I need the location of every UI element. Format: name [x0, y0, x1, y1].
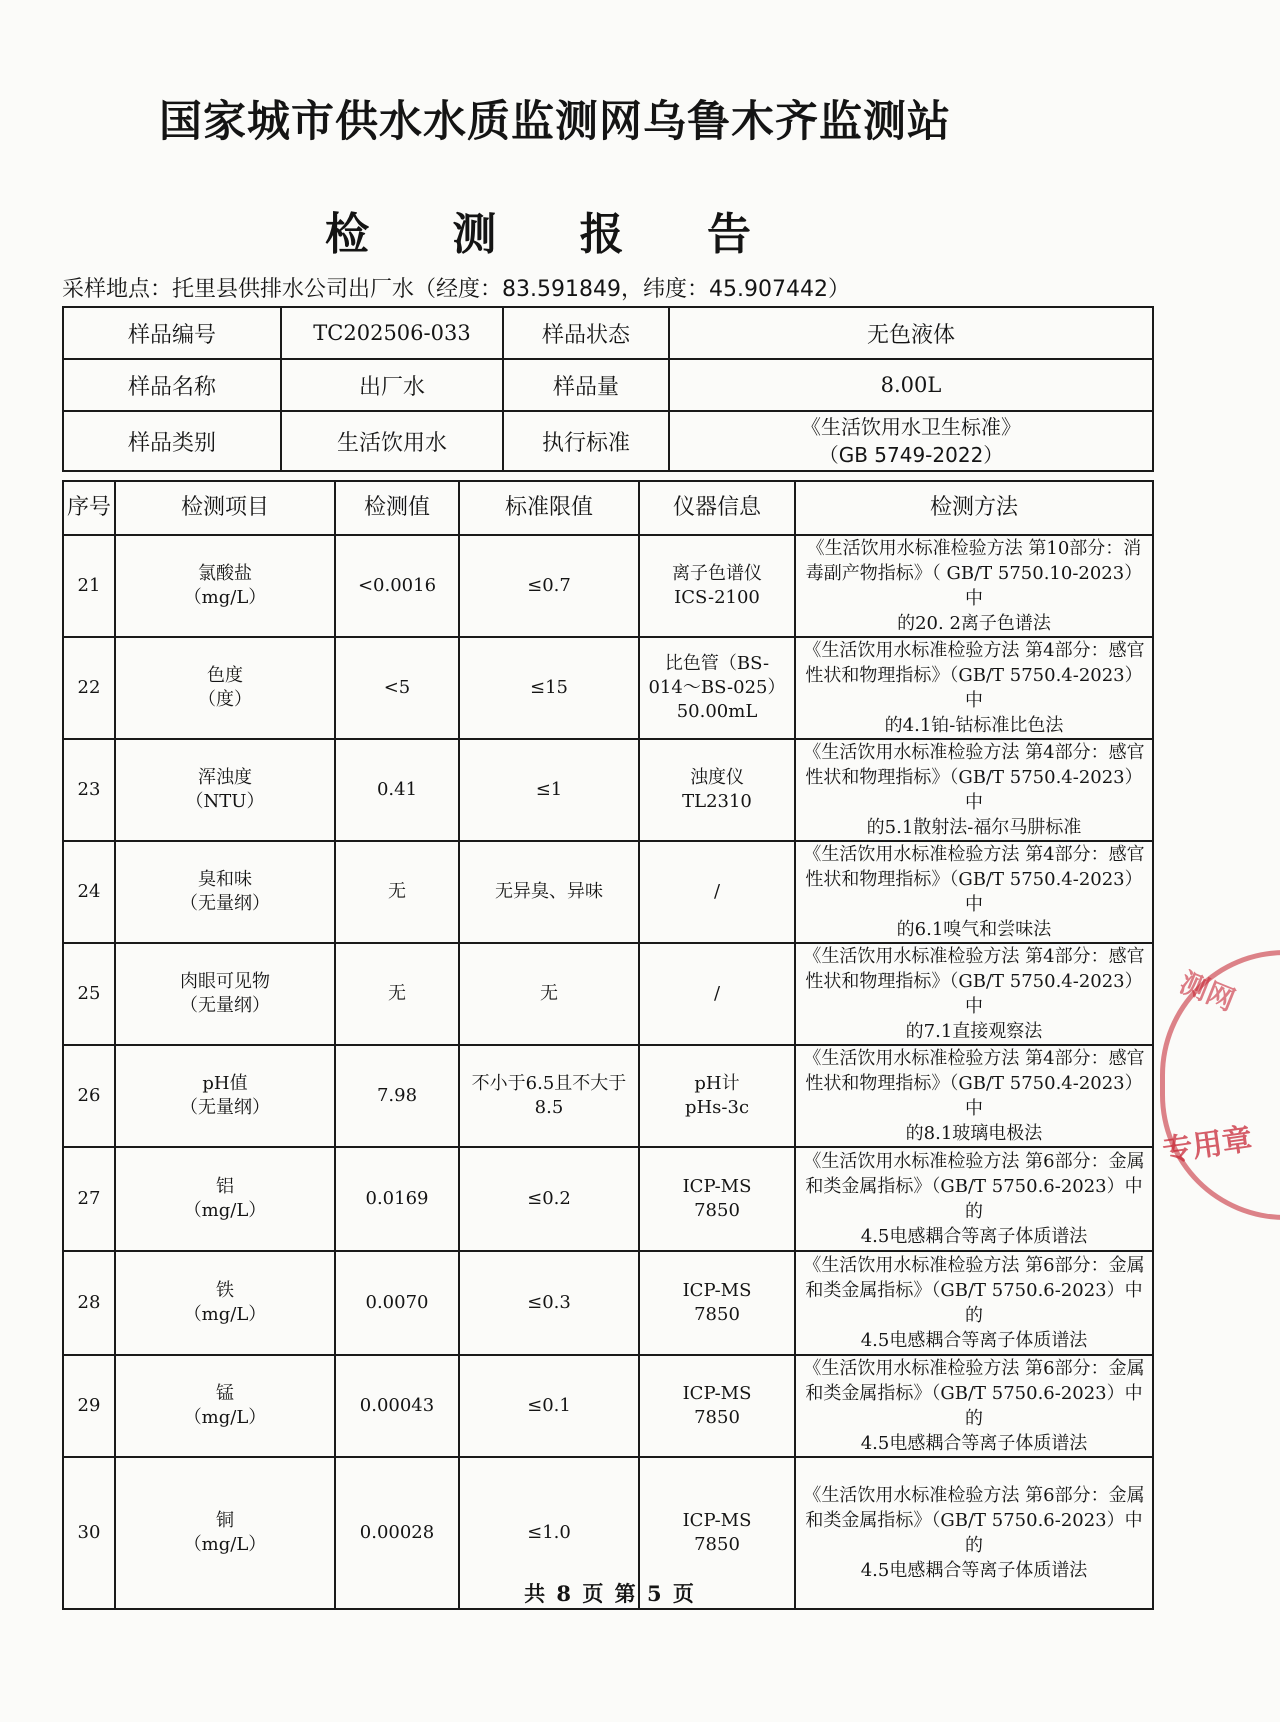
- test-item-line: （NTU）: [185, 791, 265, 812]
- test-value-line: 7.98: [376, 1085, 418, 1106]
- sampling-location: 采样地点：托里县供排水公司出厂水（经度：83.591849，纬度：45.907442）: [62, 277, 850, 302]
- test-method: [795, 1251, 1153, 1355]
- test-method-line: 性状和物理指标》（GB/T 5750.4-2023）中: [805, 665, 1143, 711]
- instrument-info: [639, 637, 795, 739]
- sample-no-value: TC202506-033: [281, 307, 503, 359]
- row-number-line: 23: [77, 779, 101, 800]
- test-item-line: 铜: [216, 1510, 234, 1531]
- row-number: [63, 1251, 115, 1355]
- table-row: [63, 535, 1153, 637]
- standard-limit-line: 无异臭、异味: [495, 881, 603, 902]
- row-number-line: 29: [77, 1395, 101, 1416]
- page-footer: 共 8 页 第 5 页: [524, 1581, 696, 1606]
- row-number: [63, 535, 115, 637]
- instrument-info-line: 7850: [694, 1200, 740, 1221]
- sample-info-row: [63, 307, 1153, 359]
- instrument-info-line: 7850: [694, 1534, 740, 1555]
- row-number: [63, 637, 115, 739]
- results-header-row: [63, 481, 1153, 535]
- row-number-line: 24: [77, 881, 101, 902]
- standard-limit: [459, 943, 639, 1045]
- instrument-info-line: 离子色谱仪: [672, 563, 762, 584]
- instrument-info-line: 014～BS-025）: [648, 677, 786, 698]
- test-item: [115, 535, 335, 637]
- test-item-line: （mg/L）: [183, 1407, 267, 1428]
- standard-limit: [459, 637, 639, 739]
- test-item-line: （无量纲）: [180, 893, 270, 914]
- instrument-info-line: ICP-MS: [682, 1280, 752, 1301]
- test-method-line: 《生活饮用水标准检验方法 第6部分：金属: [803, 1485, 1145, 1506]
- test-value: [335, 739, 459, 841]
- test-item: [115, 841, 335, 943]
- instrument-info-line: 浊度仪: [690, 767, 744, 788]
- sample-info-table: [62, 306, 1154, 472]
- test-method-line: 性状和物理指标》（GB/T 5750.4-2023）中: [805, 971, 1143, 1017]
- test-item-line: （mg/L）: [183, 1304, 267, 1325]
- instrument-info: [639, 1355, 795, 1457]
- test-method-line: 《生活饮用水标准检验方法 第6部分：金属: [803, 1151, 1145, 1172]
- test-value: [335, 943, 459, 1045]
- test-method-line: 和类金属指标》（GB/T 5750.6-2023）中的: [805, 1176, 1143, 1222]
- instrument-info-line: pH计: [694, 1073, 740, 1094]
- test-value-line: 0.41: [376, 779, 418, 800]
- test-method-line: 的4.1铂-钴标准比色法: [884, 715, 1064, 736]
- instrument-info-line: 50.00mL: [676, 701, 758, 722]
- test-method-line: 的20. 2离子色谱法: [897, 613, 1051, 634]
- col-header-limit: 标准限值: [459, 481, 639, 535]
- row-number-line: 27: [77, 1188, 101, 1209]
- row-number: [63, 841, 115, 943]
- standard-limit: [459, 841, 639, 943]
- test-item: [115, 1355, 335, 1457]
- sample-no-label: 样品编号: [63, 307, 281, 359]
- standard-limit: [459, 1355, 639, 1457]
- test-value: [335, 535, 459, 637]
- test-item: [115, 1251, 335, 1355]
- row-number: [63, 1147, 115, 1251]
- standard-limit-line: ≤0.1: [527, 1395, 571, 1416]
- instrument-info-line: 比色管（BS-: [664, 653, 770, 674]
- seal-text-bottom: 专用章: [1160, 1121, 1255, 1170]
- test-value-line: 0.00028: [359, 1522, 435, 1543]
- standard-limit-line: 不小于6.5且不大于 8.5: [471, 1073, 627, 1118]
- sample-qty-value: 8.00L: [669, 359, 1153, 411]
- standard-limit: [459, 1147, 639, 1251]
- row-number-line: 22: [77, 677, 101, 698]
- instrument-info-line: ICP-MS: [682, 1510, 752, 1531]
- instrument-info-line: 7850: [694, 1407, 740, 1428]
- standard-limit-line: ≤1.0: [527, 1522, 571, 1543]
- table-row: [63, 1251, 1153, 1355]
- test-method: [795, 739, 1153, 841]
- instrument-info-line: ICP-MS: [682, 1383, 752, 1404]
- standard-limit-line: ≤15: [530, 677, 568, 698]
- test-value-line: 无: [388, 881, 406, 902]
- test-method: [795, 637, 1153, 739]
- sample-info-row: [63, 359, 1153, 411]
- instrument-info: [639, 1251, 795, 1355]
- sample-name-value: 出厂水: [281, 359, 503, 411]
- test-item-line: 氯酸盐: [198, 563, 252, 584]
- instrument-info-line: 7850: [694, 1304, 740, 1325]
- row-number: [63, 1045, 115, 1147]
- standard-label: 执行标准: [503, 411, 669, 471]
- test-item-line: （无量纲）: [180, 995, 270, 1016]
- test-value: [335, 1045, 459, 1147]
- instrument-info-line: ICS-2100: [674, 587, 760, 608]
- test-method-line: 《生活饮用水标准检验方法 第10部分：消: [806, 538, 1142, 559]
- col-header-method: 检测方法: [795, 481, 1153, 535]
- test-item: [115, 943, 335, 1045]
- test-method-line: 《生活饮用水标准检验方法 第4部分：感官: [803, 946, 1145, 967]
- test-item-line: 铝: [216, 1176, 234, 1197]
- standard-limit: [459, 739, 639, 841]
- instrument-info: [639, 535, 795, 637]
- instrument-info: [639, 841, 795, 943]
- test-method-line: 《生活饮用水标准检验方法 第6部分：金属: [803, 1255, 1145, 1276]
- test-item-line: （度）: [198, 689, 252, 710]
- instrument-info: [639, 739, 795, 841]
- standard-line: （GB 5749-2022）: [818, 443, 1004, 467]
- standard-limit-line: ≤1: [535, 779, 563, 800]
- row-number: [63, 1355, 115, 1457]
- standard-limit-line: ≤0.7: [527, 575, 571, 596]
- test-item-line: （无量纲）: [180, 1097, 270, 1118]
- test-method: [795, 1355, 1153, 1457]
- test-method-line: 的6.1嗅气和尝味法: [896, 919, 1052, 940]
- test-method-line: 性状和物理指标》（GB/T 5750.4-2023）中: [805, 1073, 1143, 1119]
- table-row: [63, 943, 1153, 1045]
- test-item-line: 色度: [207, 665, 243, 686]
- test-method: [795, 1045, 1153, 1147]
- test-item-line: 臭和味: [198, 869, 252, 890]
- sample-state-value: 无色液体: [669, 307, 1153, 359]
- test-value-line: 0.0070: [365, 1292, 429, 1313]
- test-method: [795, 841, 1153, 943]
- standard-limit-line: 无: [540, 983, 558, 1004]
- row-number-line: 30: [77, 1522, 101, 1543]
- test-method-line: 《生活饮用水标准检验方法 第4部分：感官: [803, 1048, 1145, 1069]
- test-method: [795, 535, 1153, 637]
- table-row: [63, 1147, 1153, 1251]
- test-method-line: 和类金属指标》（GB/T 5750.6-2023）中的: [805, 1280, 1143, 1326]
- test-method-line: 《生活饮用水标准检验方法 第4部分：感官: [803, 742, 1145, 763]
- col-header-no: 序号: [63, 481, 115, 535]
- row-number-line: 28: [77, 1292, 101, 1313]
- test-method-line: 《生活饮用水标准检验方法 第6部分：金属: [803, 1358, 1145, 1379]
- test-method-line: 《生活饮用水标准检验方法 第4部分：感官: [803, 640, 1145, 661]
- test-method-line: 《生活饮用水标准检验方法 第4部分：感官: [803, 844, 1145, 865]
- sample-qty-label: 样品量: [503, 359, 669, 411]
- sample-name-label: 样品名称: [63, 359, 281, 411]
- test-item-line: （mg/L）: [183, 587, 267, 608]
- row-number: [63, 943, 115, 1045]
- instrument-info-line: pHs-3c: [684, 1097, 750, 1118]
- test-method-line: 性状和物理指标》（GB/T 5750.4-2023）中: [805, 869, 1143, 915]
- test-value: [335, 841, 459, 943]
- table-row: [63, 1355, 1153, 1457]
- table-row: [63, 739, 1153, 841]
- standard-line: 《生活饮用水卫生标准》: [801, 415, 1021, 439]
- instrument-info-line: /: [713, 881, 721, 902]
- test-method-line: 的5.1散射法-福尔马肼标准: [866, 817, 1082, 838]
- sample-type-label: 样品类别: [63, 411, 281, 471]
- test-method-line: 4.5电感耦合等离子体质谱法: [860, 1330, 1088, 1351]
- test-value-line: <5: [383, 677, 411, 698]
- row-number-line: 21: [77, 575, 101, 596]
- test-method-line: 4.5电感耦合等离子体质谱法: [860, 1226, 1088, 1247]
- report-title: 检 测 报 告: [325, 209, 785, 260]
- standard-limit: [459, 535, 639, 637]
- standard-limit-line: ≤0.3: [527, 1292, 571, 1313]
- test-method-line: 的7.1直接观察法: [905, 1021, 1043, 1042]
- test-item-line: pH值: [202, 1073, 248, 1094]
- test-value-line: 0.0169: [365, 1188, 429, 1209]
- table-row: [63, 1045, 1153, 1147]
- standard-limit: [459, 1251, 639, 1355]
- results-table: [62, 480, 1154, 1610]
- test-item-line: 铁: [216, 1280, 234, 1301]
- test-value: [335, 1355, 459, 1457]
- row-number-line: 25: [77, 983, 101, 1004]
- seal-text-top: 测网: [1175, 965, 1240, 1018]
- table-row: [63, 637, 1153, 739]
- test-item-line: 锰: [216, 1383, 234, 1404]
- sample-type-value: 生活饮用水: [281, 411, 503, 471]
- sample-info-row: [63, 411, 1153, 471]
- test-item: [115, 739, 335, 841]
- test-item-line: 肉眼可见物: [180, 971, 270, 992]
- test-method-line: 和类金属指标》（GB/T 5750.6-2023）中的: [805, 1383, 1143, 1429]
- col-header-instrument: 仪器信息: [639, 481, 795, 535]
- col-header-value: 检测值: [335, 481, 459, 535]
- instrument-info: [639, 1045, 795, 1147]
- test-item: [115, 1147, 335, 1251]
- instrument-info-line: TL2310: [682, 791, 752, 812]
- test-value-line: 无: [388, 983, 406, 1004]
- col-header-item: 检测项目: [115, 481, 335, 535]
- row-number-line: 26: [77, 1085, 101, 1106]
- test-item: [115, 637, 335, 739]
- test-method-line: 4.5电感耦合等离子体质谱法: [860, 1560, 1088, 1581]
- test-method-line: 性状和物理指标》（GB/T 5750.4-2023）中: [805, 767, 1143, 813]
- test-item-line: 浑浊度: [198, 767, 252, 788]
- test-value-line: <0.0016: [357, 575, 437, 596]
- test-item: [115, 1045, 335, 1147]
- table-row: [63, 841, 1153, 943]
- test-method-line: 4.5电感耦合等离子体质谱法: [860, 1433, 1088, 1454]
- organization-title: 国家城市供水水质监测网乌鲁木齐监测站: [159, 97, 951, 147]
- test-method: [795, 1147, 1153, 1251]
- standard-limit: [459, 1045, 639, 1147]
- test-method-line: 的8.1玻璃电极法: [905, 1123, 1043, 1144]
- test-value: [335, 637, 459, 739]
- test-value: [335, 1147, 459, 1251]
- instrument-info-line: ICP-MS: [682, 1176, 752, 1197]
- instrument-info: [639, 943, 795, 1045]
- instrument-info: [639, 1147, 795, 1251]
- test-value-line: 0.00043: [359, 1395, 435, 1416]
- row-number: [63, 739, 115, 841]
- test-item-line: （mg/L）: [183, 1534, 267, 1555]
- instrument-info-line: /: [713, 983, 721, 1004]
- standard-value: [669, 411, 1153, 471]
- standard-limit-line: ≤0.2: [527, 1188, 571, 1209]
- test-value: [335, 1251, 459, 1355]
- test-method-line: 和类金属指标》（GB/T 5750.6-2023）中的: [805, 1510, 1143, 1556]
- sample-state-label: 样品状态: [503, 307, 669, 359]
- test-method: [795, 943, 1153, 1045]
- test-item-line: （mg/L）: [183, 1200, 267, 1221]
- test-method-line: 毒副产物指标》（ GB/T 5750.10-2023）中: [805, 563, 1143, 609]
